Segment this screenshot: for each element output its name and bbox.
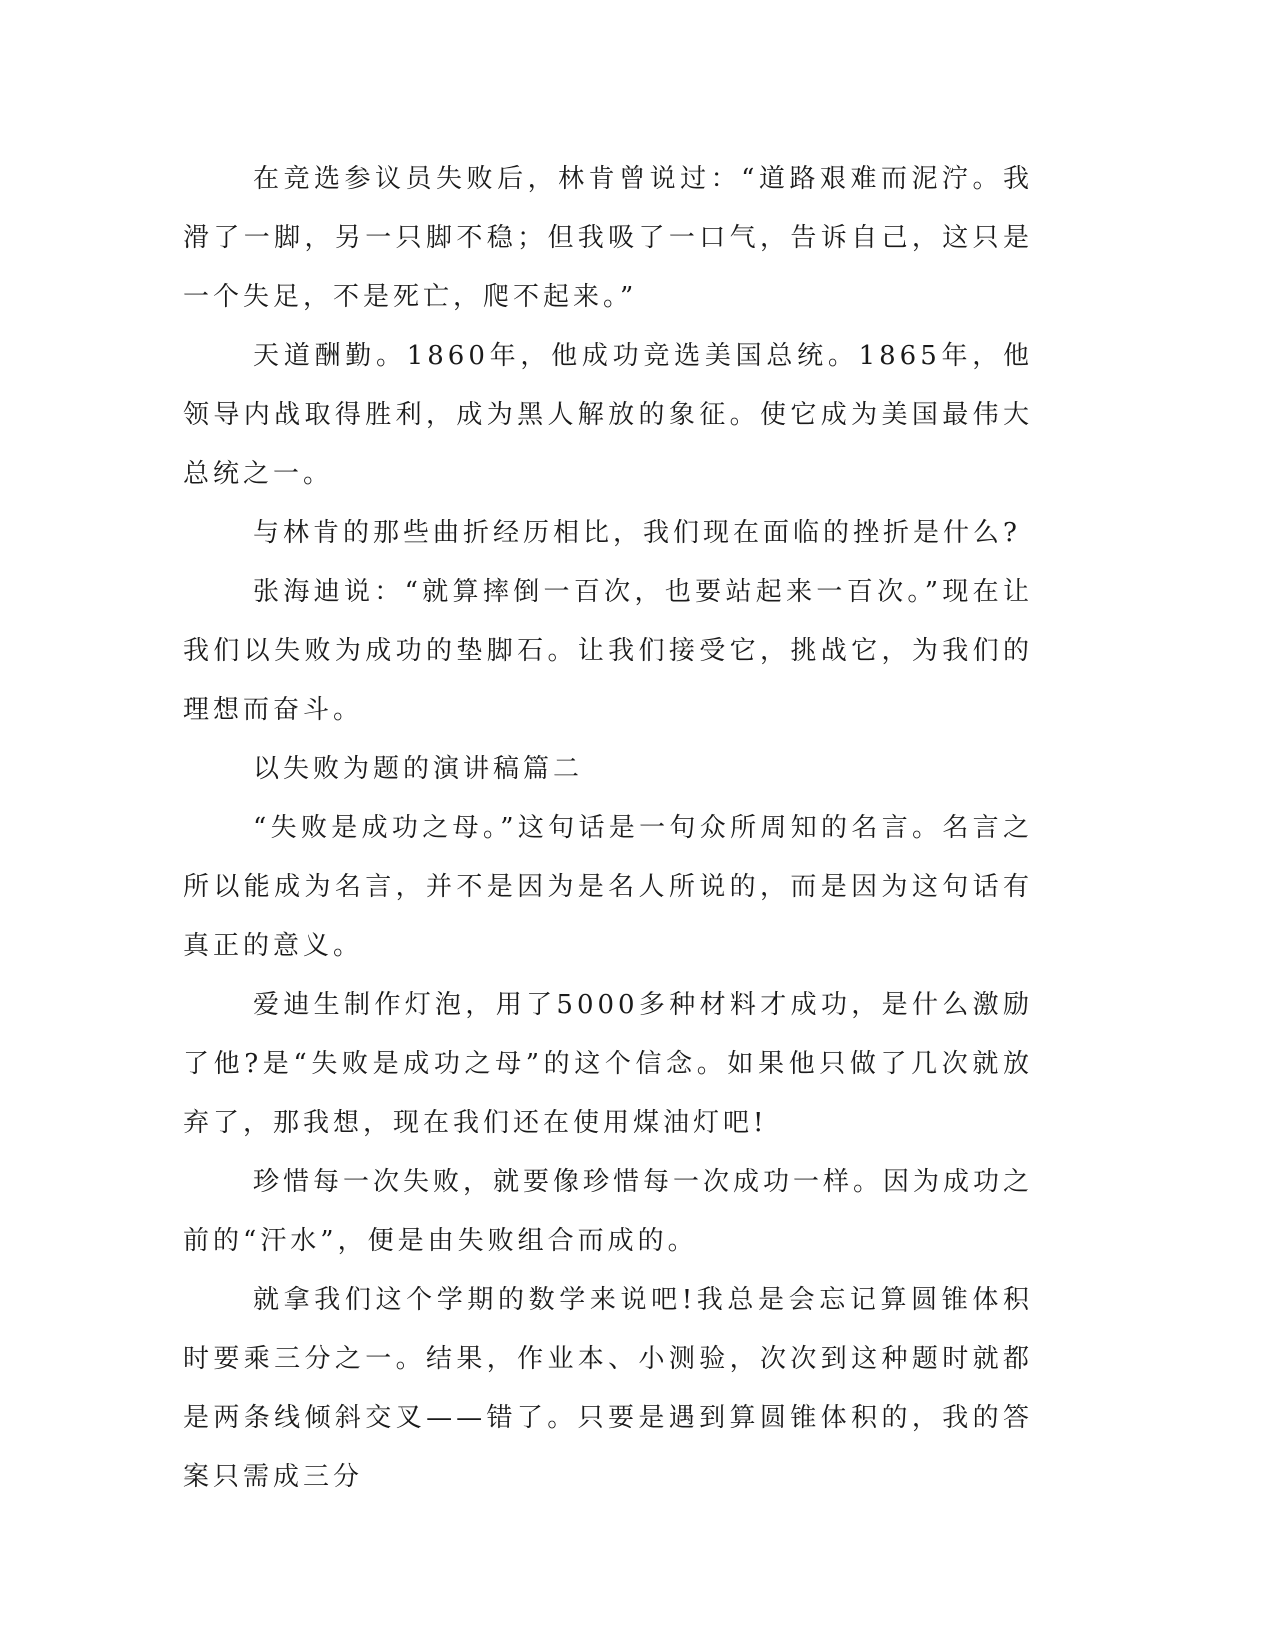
paragraph-lincoln-quote: 在竞选参议员失败后，林肯曾说过：“道路艰难而泥泞。我滑了一脚，另一只脚不稳；但我吸了一口气，告诉自己，这只是一个失足，不是死亡，爬不起来。”: [183, 164, 1033, 312]
paragraph-lincoln-president: 天道酬勤。1860年，他成功竞选美国总统。1865年，他领导内战取得胜利，成为黑人解放的象征。使它成为美国最伟大总统之一。: [183, 341, 1033, 489]
paragraph-zhang-haidi: 张海迪说：“就算摔倒一百次，也要站起来一百次。”现在让我们以失败为成功的垫脚石。让我们接受它，挑战它，为我们的理想而奋斗。: [183, 577, 1033, 725]
section-heading: 以失败为题的演讲稿篇二: [253, 754, 584, 784]
paragraph-edison: 爱迪生制作灯泡，用了5000多种材料才成功，是什么激励了他?是“失败是成功之母”的这个信念。如果他只做了几次就放弃了，那我想，现在我们还在使用煤油灯吧!: [183, 990, 1033, 1138]
paragraph-proverb: “失败是成功之母。”这句话是一句众所周知的名言。名言之所以能成为名言，并不是因为是名人所说的，而是因为这句话有真正的意义。: [183, 813, 1033, 961]
paragraph-math-example: 就拿我们这个学期的数学来说吧!我总是会忘记算圆锥体积时要乘三分之一。结果，作业本、小测验，次次到这种题时就都是两条线倾斜交叉——错了。只要是遇到算圆锥体积的，我的答案只需成三分: [183, 1285, 1033, 1492]
paragraph-cherish-failure: 珍惜每一次失败，就要像珍惜每一次成功一样。因为成功之前的“汗水”，便是由失败组合而成的。: [183, 1167, 1034, 1256]
paragraph-question: 与林肯的那些曲折经历相比，我们现在面临的挫折是什么?: [253, 518, 1021, 548]
document-body: [183, 150, 1033, 1507]
